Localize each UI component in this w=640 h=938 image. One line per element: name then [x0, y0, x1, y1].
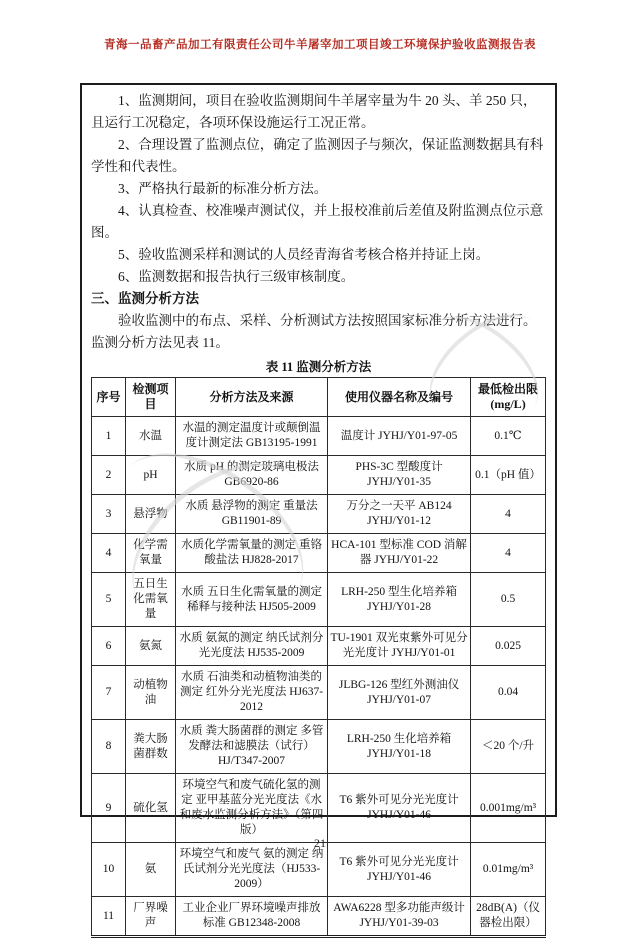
- table-cell: 环境空气和废气 氨的测定 纳氏试剂分光光度法（HJ533-2009）: [175, 843, 327, 897]
- table-cell: T6 紫外可见分光光度计 JYHJ/Y01-46: [328, 774, 471, 843]
- table-cell: 厂界噪声: [126, 897, 176, 937]
- table-header-cell: 序号: [92, 378, 126, 417]
- table-header-row: [92, 378, 546, 417]
- table-cell: 2: [92, 456, 126, 495]
- table-row: [92, 897, 546, 937]
- table-header-cell: 检测项目: [126, 378, 176, 417]
- table-row: [92, 573, 546, 627]
- table-row: [92, 720, 546, 774]
- table-cell: 水质化学需氧量的测定 重铬酸盐法 HJ828-2017: [175, 534, 327, 573]
- table-cell: 0.01mg/m³: [471, 843, 546, 897]
- table-row: [92, 495, 546, 534]
- table-cell: 万分之一天平 AB124 JYHJ/Y01-12: [328, 495, 471, 534]
- table-cell: HCA-101 型标准 COD 消解器 JYHJ/Y01-22: [328, 534, 471, 573]
- conclusion-item-5: 5、验收监测采样和测试的人员经青海省考核合格并持证上岗。: [118, 247, 490, 262]
- table-cell: 0.001mg/m³: [471, 774, 546, 843]
- conclusion-item-4: 4、认真检查、校准噪声测试仪，并上报校准前后差值及附监测点位示意图。: [91, 203, 544, 240]
- table-cell: 环境空气和废气硫化氢的测定 亚甲基蓝分光光度法《水和废水监测分析方法》（第四版）: [175, 774, 327, 843]
- table-cell: 4: [471, 534, 546, 573]
- table-cell: 氨: [126, 843, 176, 897]
- table-cell: LRH-250 型生化培养箱 JYHJ/Y01-28: [328, 573, 471, 627]
- table-cell: ＜20 个/升: [471, 720, 546, 774]
- table-cell: 0.025: [471, 627, 546, 666]
- monitoring-methods-table: [91, 377, 546, 938]
- table-cell: 水温的测定温度计或颠倒温度计测定法 GB13195-1991: [175, 417, 327, 456]
- conclusion-item-2: 2、合理设置了监测点位，确定了监测因子与频次，保证监测数据具有科学性和代表性。: [91, 137, 544, 174]
- table-cell: 10: [92, 843, 126, 897]
- table-cell: pH: [126, 456, 176, 495]
- table-cell: 五日生化需氧量: [126, 573, 176, 627]
- table-cell: LRH-250 生化培养箱 JYHJ/Y01-18: [328, 720, 471, 774]
- table-cell: 水质 氨氮的测定 纳氏试剂分光光度法 HJ535-2009: [175, 627, 327, 666]
- table-cell: 1: [92, 417, 126, 456]
- table-cell: 水温: [126, 417, 176, 456]
- table-cell: 水质 悬浮物的测定 重量法 GB11901-89: [175, 495, 327, 534]
- table-cell: PHS-3C 型酸度计 JYHJ/Y01-35: [328, 456, 471, 495]
- table-cell: 28dB(A)（仪器检出限）: [471, 897, 546, 937]
- table-cell: 悬浮物: [126, 495, 176, 534]
- table-cell: 工业企业厂界环境噪声排放标准 GB12348-2008: [175, 897, 327, 937]
- table-cell: 动植物油: [126, 666, 176, 720]
- table-cell: 粪大肠菌群数: [126, 720, 176, 774]
- table-row: [92, 417, 546, 456]
- table-cell: 7: [92, 666, 126, 720]
- table-cell: 3: [92, 495, 126, 534]
- table-header-cell: 分析方法及来源: [175, 378, 327, 417]
- table-cell: 5: [92, 573, 126, 627]
- conclusion-item-6: 6、监测数据和报告执行三级审核制度。: [118, 269, 355, 284]
- section-heading: 三、监测分析方法: [91, 291, 199, 306]
- conclusion-item-3: 3、严格执行最新的标准分析方法。: [118, 181, 328, 196]
- table-cell: 温度计 JYHJ/Y01-97-05: [328, 417, 471, 456]
- table-cell: 0.5: [471, 573, 546, 627]
- table-cell: 化学需氧量: [126, 534, 176, 573]
- table-cell: 水质 石油类和动植物油类的测定 红外分光光度法 HJ637-2012: [175, 666, 327, 720]
- table-cell: 6: [92, 627, 126, 666]
- table-cell: 0.1（pH 值）: [471, 456, 546, 495]
- table-cell: 硫化氢: [126, 774, 176, 843]
- table-cell: 4: [92, 534, 126, 573]
- table-cell: AWA6228 型多功能声级计 JYHJ/Y01-39-03: [328, 897, 471, 937]
- conclusion-item-1: 1、监测期间，项目在验收监测期间牛羊屠宰量为牛 20 头、羊 250 只，且运行工况稳定，各项环保设施运行工况正常。: [91, 93, 537, 130]
- table-cell: 水质 pH 的测定玻璃电极法 GB6920-86: [175, 456, 327, 495]
- table-cell: 9: [92, 774, 126, 843]
- report-header-title: 青海一品畜产品加工有限责任公司牛羊屠宰加工项目竣工环境保护验收监测报告表: [104, 39, 536, 51]
- table-cell: 0.04: [471, 666, 546, 720]
- table-row: [92, 534, 546, 573]
- table-row: [92, 774, 546, 843]
- table-cell: 0.1℃: [471, 417, 546, 456]
- table-cell: JLBG-126 型红外测油仪 JYHJ/Y01-07: [328, 666, 471, 720]
- table-cell: 8: [92, 720, 126, 774]
- table-cell: 4: [471, 495, 546, 534]
- table-row: [92, 666, 546, 720]
- table-header-cell: 最低检出限(mg/L): [471, 378, 546, 417]
- page-number: 21: [314, 836, 326, 850]
- table-header-cell: 使用仪器名称及编号: [328, 378, 471, 417]
- table-cell: 水质 五日生化需氧量的测定 稀释与接种法 HJ505-2009: [175, 573, 327, 627]
- table-cell: T6 紫外可见分光光度计 JYHJ/Y01-46: [328, 843, 471, 897]
- table-row: [92, 627, 546, 666]
- table-cell: 氨氮: [126, 627, 176, 666]
- table-cell: TU-1901 双光束紫外可见分光光度计 JYHJ/Y01-01: [328, 627, 471, 666]
- table-cell: 水质 粪大肠菌群的测定 多管发酵法和滤膜法（试行） HJ/T347-2007: [175, 720, 327, 774]
- table-cell: 11: [92, 897, 126, 937]
- table-caption: 表 11 监测分析方法: [265, 360, 372, 374]
- section-intro: 验收监测中的布点、采样、分析测试方法按照国家标准分析方法进行。监测分析方法见表 11。: [91, 313, 537, 350]
- table-row: [92, 456, 546, 495]
